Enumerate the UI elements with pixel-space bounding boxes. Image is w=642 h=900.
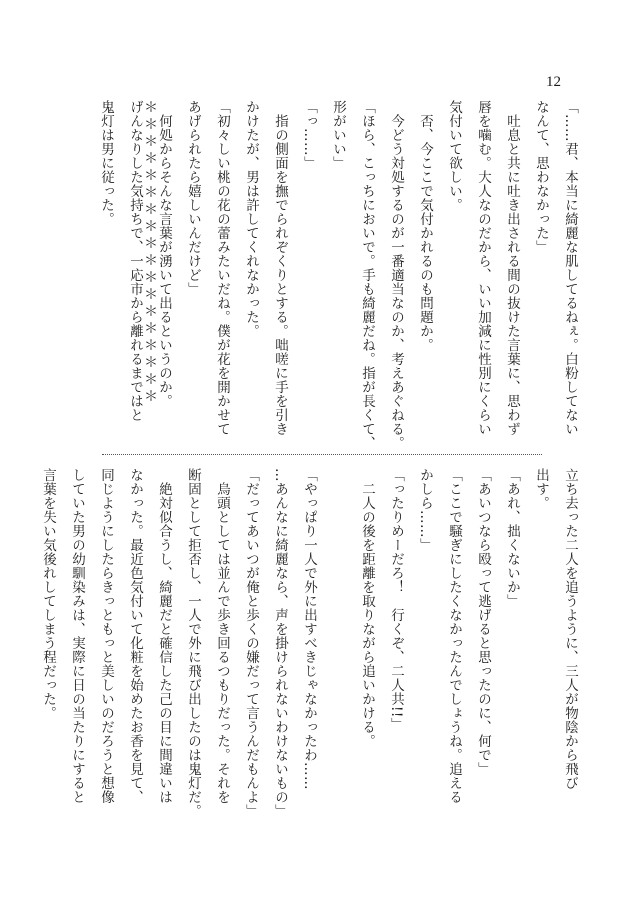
text-line: げんなりした気持ちで、一応市から離れるまではと [127, 100, 143, 422]
text-line: 断固として拒否し、一人で外に飛び出したのは鬼灯だ。 [185, 468, 201, 818]
text-line: 気付いて欲しい。 [446, 100, 462, 212]
text-line: 否、今ここで気付かれるのも問題か。 [417, 100, 433, 352]
text-line: 指の側面を撫でられぞくりとする。咄嗟に手を引き [272, 100, 288, 436]
text-line: 二人の後を距離を取りながら追いかける。 [359, 468, 375, 748]
text-line: 鬼灯は男に従った。 [98, 100, 114, 226]
text-line: 「初々しい桃の花の蕾みたいだね。僕が花を開かせて [214, 100, 230, 436]
text-line: 「ここで騒ぎにしたくなかったんでしょうね。追える [446, 468, 462, 804]
text-line: 「あいつなら殴って逃げると思ったのに、何で」 [475, 468, 491, 776]
text-line: 唇を噛む。大人なのだから、いい加減に性別にくらい [475, 100, 491, 436]
text-line: 同じようにしたらきっともっと美しいのだろうと想像 [98, 468, 114, 804]
blank-line [323, 468, 352, 818]
text-line: 形がいい」 [330, 100, 346, 170]
text-line: 「ほら、こっちにおいで。手も綺麗だね。指が長くて、 [359, 100, 375, 450]
bottom-text-section [33, 468, 584, 818]
text-line: 何処からそんな言葉が湧いて出るというのか。 [156, 100, 172, 408]
section-divider [102, 454, 542, 455]
text-line: 今どう対処するのが一番適当なのか、考えあぐねる。 [388, 100, 404, 450]
text-line: 出す。 [533, 468, 549, 510]
scene-break-stars: ＊＊＊＊＊＊＊＊＊＊＊＊＊＊＊＊＊＊ [142, 100, 158, 406]
text-line: 「っ……」 [301, 100, 317, 170]
text-line: 烏頭としては並んで歩き回るつもりだった。それを [214, 468, 230, 804]
text-line: 「あれ、拙くないか」 [504, 468, 520, 608]
text-line: かしら……」 [417, 468, 433, 552]
text-line: していた男の幼馴染みは、実際に日の当たりにすると [69, 468, 85, 804]
text-line: あげられたら嬉しいんだけど」 [185, 100, 201, 296]
top-text-section [91, 100, 584, 450]
text-line: なんて、思わなかった」 [533, 100, 549, 254]
text-line: 「ったりめーだろ！ 行くぞ、二人共!!」 [388, 468, 404, 732]
text-line: …あんなに綺麗なら、声を掛けられないわけないもの」 [272, 468, 288, 818]
text-line: なかった。最近色気付いて化粧を始めたお香を見て、 [127, 468, 143, 804]
text-line: かけたが、男は許してくれなかった。 [243, 100, 259, 338]
text-line: 「……君、本当に綺麗な肌してるねぇ。白粉してない [562, 100, 578, 436]
text-line: 言葉を失い気後れしてしまう程だった。 [40, 468, 56, 720]
text-line: 「だってあいつが俺と歩くの嫌だって言うんだもんよ」 [243, 468, 259, 818]
text-line: 吐息と共に吐き出される間の抜けた言葉に、思わず [504, 100, 520, 436]
text-line: 「やっぱり一人で外に出すべきじゃなかったわ…… [301, 468, 317, 790]
page-number: 12 [546, 74, 561, 90]
text-line: 絶対似合うし、綺麗だと確信した己の目に間違いは [156, 468, 172, 804]
text-line: 立ち去った二人を追うように、三人が物陰から飛び [562, 468, 578, 790]
